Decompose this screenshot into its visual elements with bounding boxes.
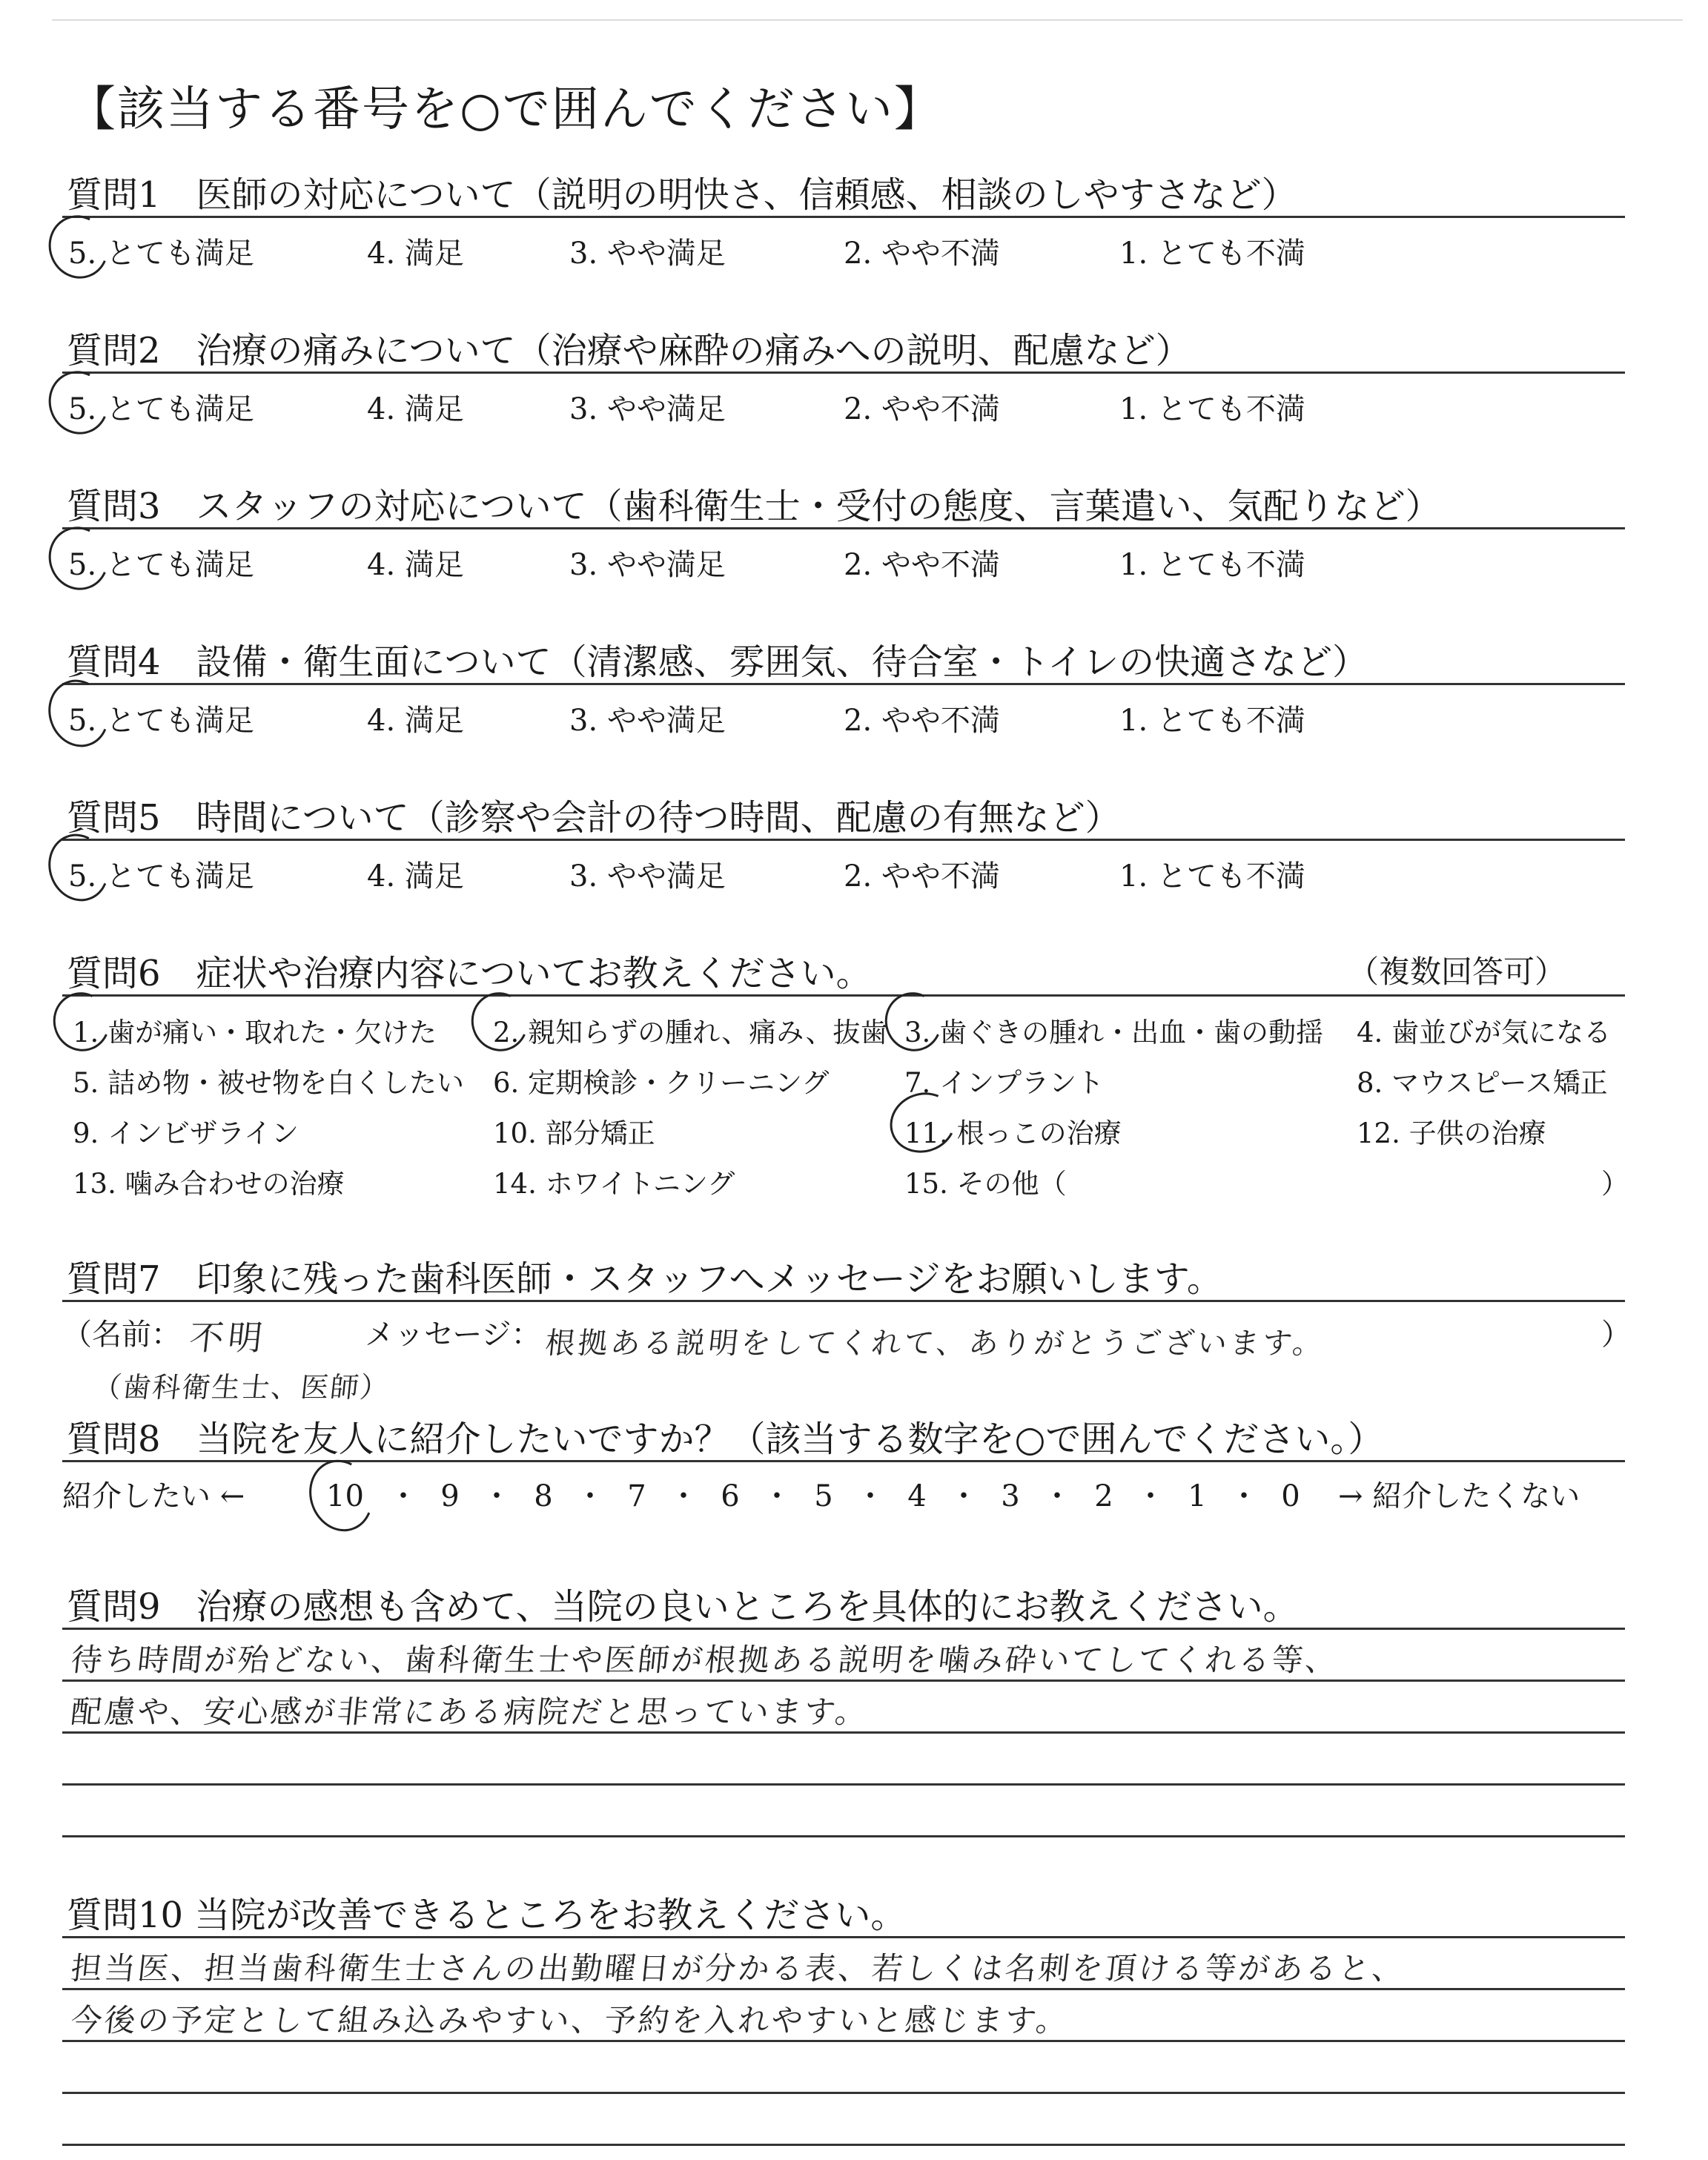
q2-option-1[interactable]: 1. とても不満 — [1119, 392, 1305, 426]
q5-option-5[interactable]: 5. とても満足 — [68, 859, 254, 894]
q6-item-1[interactable]: 1. 歯が痛い・取れた・欠けた — [73, 1017, 437, 1048]
q4-option-4[interactable]: 4. 満足 — [367, 704, 464, 738]
q8-scale-sep: ・ — [949, 1479, 979, 1513]
q3-selection-circle — [40, 518, 118, 598]
q7-message-label: メッセージ： — [365, 1318, 541, 1352]
q8-scale-6[interactable]: 6 — [721, 1479, 740, 1513]
q9-answer-line-2[interactable]: 配慮や、安心感が非常にある病院だと思っています。 — [69, 1694, 871, 1730]
q1-option-3[interactable]: 3. やや満足 — [569, 237, 726, 271]
q10-rule-0 — [62, 1936, 1625, 1938]
q5-option-3[interactable]: 3. やや満足 — [569, 859, 726, 894]
scan-edge — [52, 19, 1683, 21]
q8-scale-9[interactable]: 9 — [440, 1479, 460, 1513]
q1-option-1[interactable]: 1. とても不満 — [1119, 237, 1305, 271]
q6-item-5[interactable]: 5. 詰め物・被せ物を白くしたい — [73, 1067, 465, 1099]
q6-item-13[interactable]: 13. 噛み合わせの治療 — [73, 1168, 345, 1200]
q8-left-label: 紹介したい ← — [62, 1479, 245, 1513]
q1-selection-circle — [40, 207, 118, 287]
q8-scale-10[interactable]: 10 — [326, 1479, 364, 1513]
q8-scale-sep: ・ — [762, 1479, 792, 1513]
q1-option-4[interactable]: 4. 満足 — [367, 237, 464, 271]
q3-option-2[interactable]: 2. やや不満 — [844, 548, 1000, 582]
q8-scale-sep: ・ — [1229, 1479, 1259, 1513]
q9-rule-4 — [62, 1835, 1625, 1837]
q5-option-4[interactable]: 4. 満足 — [367, 859, 464, 894]
q6-item-7[interactable]: 7. インプラント — [904, 1067, 1105, 1099]
q10-rule-4 — [62, 2144, 1625, 2146]
q5-option-1[interactable]: 1. とても不満 — [1119, 859, 1305, 894]
q1-option-5[interactable]: 5. とても満足 — [68, 237, 254, 271]
q2-option-2[interactable]: 2. やや不満 — [844, 392, 1000, 426]
q8-scale-sep: ・ — [482, 1479, 512, 1513]
q6-item-10[interactable]: 10. 部分矯正 — [493, 1117, 655, 1149]
q9-answer-line-1[interactable]: 待ち時間が殆どない、歯科衛生士や医師が根拠ある説明を噛み砕いてしてくれる等、 — [69, 1642, 1341, 1678]
q2-option-3[interactable]: 3. やや満足 — [569, 392, 726, 426]
q8-right-label: → 紹介したくない — [1338, 1479, 1580, 1513]
q2-selection-circle — [40, 363, 118, 443]
q8-scale-sep: ・ — [575, 1479, 605, 1513]
q8-title: 質問8 当院を友人に紹介したいですか？（該当する数字を○で囲んでください。） — [67, 1418, 1384, 1460]
q6-item-14[interactable]: 14. ホワイトニング — [493, 1168, 735, 1200]
page-title: 【該当する番号を○で囲んでください】 — [68, 82, 943, 137]
q3-rule — [62, 527, 1625, 529]
q3-option-1[interactable]: 1. とても不満 — [1119, 548, 1305, 582]
q7-close-paren: ） — [1601, 1318, 1631, 1352]
q10-title: 質問10 当院が改善できるところをお教えください。 — [67, 1895, 907, 1936]
q3-option-4[interactable]: 4. 満足 — [367, 548, 464, 582]
q8-scale-sep: ・ — [1042, 1479, 1072, 1513]
q8-scale-3[interactable]: 3 — [1001, 1479, 1020, 1513]
q7-handwritten-note: （歯科衛生士、医師） — [91, 1371, 391, 1404]
q6-item-4[interactable]: 4. 歯並びが気になる — [1357, 1017, 1612, 1048]
q8-scale-5[interactable]: 5 — [814, 1479, 833, 1513]
q5-option-2[interactable]: 2. やや不満 — [844, 859, 1000, 894]
q6-item-11[interactable]: 11. 根っこの治療 — [904, 1117, 1122, 1149]
q4-option-3[interactable]: 3. やや満足 — [569, 704, 726, 738]
q8-scale-7[interactable]: 7 — [627, 1479, 646, 1513]
q8-rule — [62, 1460, 1625, 1462]
q5-title: 質問5 時間について（診察や会計の待つ時間、配慮の有無など） — [67, 797, 1121, 839]
q3-option-3[interactable]: 3. やや満足 — [569, 548, 726, 582]
q6-rule — [62, 994, 1625, 997]
q9-rule-3 — [62, 1783, 1625, 1786]
q9-title: 質問9 治療の感想も含めて、当院の良いところを具体的にお教えください。 — [67, 1586, 1299, 1628]
q8-scale-sep: ・ — [855, 1479, 885, 1513]
q4-option-2[interactable]: 2. やや不満 — [844, 704, 1000, 738]
q7-name-value[interactable]: 不明 — [187, 1318, 269, 1358]
q3-option-5[interactable]: 5. とても満足 — [68, 548, 254, 582]
q6-title: 質問6 症状や治療内容についてお教えください。 — [67, 953, 872, 994]
q8-scale-0[interactable]: 0 — [1281, 1479, 1300, 1513]
q10-answer-line-2[interactable]: 今後の予定として組み込みやすい、予約を入れやすいと感じます。 — [69, 2002, 1071, 2038]
q2-option-4[interactable]: 4. 満足 — [367, 392, 464, 426]
q8-scale — [326, 1473, 1321, 1515]
q10-rule-3 — [62, 2092, 1625, 2094]
q2-option-5[interactable]: 5. とても満足 — [68, 392, 254, 426]
q4-option-5[interactable]: 5. とても満足 — [68, 704, 254, 738]
q10-answer-line-1[interactable]: 担当医、担当歯科衛生士さんの出勤曜日が分かる表、若しくは名刺を頂ける等があると、 — [69, 1950, 1408, 1986]
q8-scale-4[interactable]: 4 — [907, 1479, 927, 1513]
q8-scale-sep: ・ — [1136, 1479, 1165, 1513]
q6-item-12[interactable]: 12. 子供の治療 — [1357, 1117, 1546, 1149]
q3-title: 質問3 スタッフの対応について（歯科衛生士・受付の態度、言葉遣い、気配りなど） — [67, 486, 1441, 527]
q8-scale-2[interactable]: 2 — [1094, 1479, 1113, 1513]
q2-rule — [62, 371, 1625, 374]
q1-title: 質問1 医師の対応について（説明の明快さ、信頼感、相談のしやすさなど） — [67, 174, 1297, 216]
q4-title: 質問4 設備・衛生面について（清潔感、雰囲気、待合室・トイレの快適さなど） — [67, 641, 1368, 683]
q6-item-3[interactable]: 3. 歯ぐきの腫れ・出血・歯の動揺 — [904, 1017, 1324, 1048]
q6-item-6[interactable]: 6. 定期検診・クリーニング — [493, 1067, 830, 1099]
q8-scale-1[interactable]: 1 — [1188, 1479, 1207, 1513]
q6-item-15[interactable]: 15. その他（ — [904, 1168, 1067, 1200]
q8-scale-sep: ・ — [388, 1479, 418, 1513]
q4-option-1[interactable]: 1. とても不満 — [1119, 704, 1305, 738]
q7-rule — [62, 1300, 1625, 1302]
q7-title: 質問7 印象に残った歯科医師・スタッフへメッセージをお願いします。 — [67, 1258, 1222, 1300]
q7-message-value[interactable]: 根拠ある説明をしてくれて、ありがとうございます。 — [543, 1327, 1328, 1361]
q6-item-15-close-paren: ） — [1601, 1168, 1629, 1200]
q8-scale-8[interactable]: 8 — [534, 1479, 553, 1513]
q7-name-label: （名前： — [62, 1318, 181, 1352]
q9-rule-0 — [62, 1628, 1625, 1630]
q8-scale-sep: ・ — [669, 1479, 698, 1513]
q2-title: 質問2 治療の痛みについて（治療や麻酔の痛みへの説明、配慮など） — [67, 330, 1191, 371]
q6-multiple-answers-note: （複数回答可） — [1348, 954, 1566, 990]
q6-item-2[interactable]: 2. 親知らずの腫れ、痛み、抜歯 — [493, 1017, 888, 1048]
q6-item-9[interactable]: 9. インビザライン — [73, 1117, 299, 1149]
q4-rule — [62, 683, 1625, 685]
q1-option-2[interactable]: 2. やや不満 — [844, 237, 1000, 271]
q6-item-8[interactable]: 8. マウスピース矯正 — [1357, 1067, 1608, 1099]
q1-rule — [62, 216, 1625, 218]
q8-selection-circle — [299, 1451, 383, 1541]
q5-rule — [62, 839, 1625, 841]
